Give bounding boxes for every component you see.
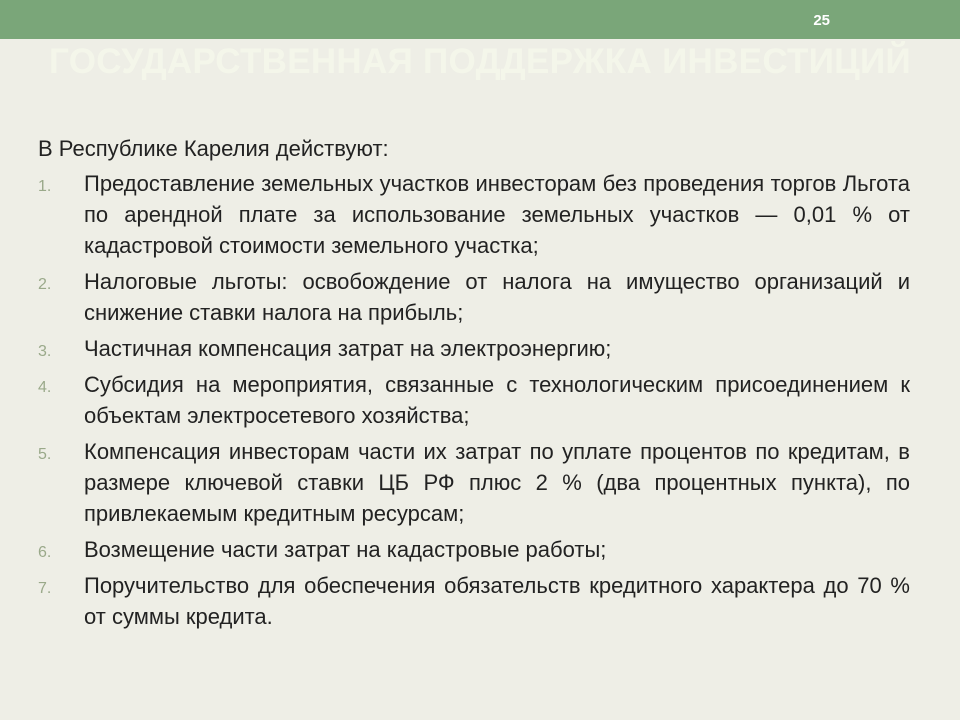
list-item-text: Компенсация инвесторам части их затрат по уплате процентов по кредитам, в размере ключевой ставки ЦБ РФ плюс 2 % (два процентных пункта), по привлекаемым кредитным ресурсам;: [84, 439, 910, 526]
list-item-number: 1.: [38, 178, 52, 195]
list-item-number: 5.: [38, 446, 52, 463]
list-item: [38, 369, 910, 431]
intro-text: В Республике Карелия действуют:: [38, 136, 389, 161]
header-band: [0, 0, 960, 39]
page-number: 25: [813, 12, 830, 29]
slide-title: ГОСУДАРСТВЕННАЯ ПОДДЕРЖКА ИНВЕСТИЦИЙ: [49, 42, 911, 81]
list-item-number: 3.: [38, 343, 52, 360]
list-item: [38, 534, 910, 565]
list-item: [38, 266, 910, 328]
list-item-text: Предоставление земельных участков инвесторам без проведения торгов Льгота по арендной плате за использование земельных участков — 0,01 % от кадастровой стоимости земельного участка;: [84, 171, 910, 258]
list-item-text: Возмещение части затрат на кадастровые работы;: [84, 537, 607, 562]
list-item-text: Субсидия на мероприятия, связанные с технологическим присоединением к объектам электросетевого хозяйства;: [84, 372, 910, 428]
list-item-number: 7.: [38, 580, 52, 597]
list-item: [38, 436, 910, 529]
list-item-number: 4.: [38, 379, 52, 396]
list-item: [38, 168, 910, 261]
list-item: [38, 333, 910, 364]
list-item-text: Частичная компенсация затрат на электроэнергию;: [84, 336, 612, 361]
list-item-number: 2.: [38, 276, 52, 293]
list-item-text: Поручительство для обеспечения обязательств кредитного характера до 70 % от суммы кредита.: [84, 573, 910, 629]
slide-content: [38, 134, 910, 637]
support-measures-list: [38, 168, 910, 632]
list-item-number: 6.: [38, 544, 52, 561]
list-item-text: Налоговые льготы: освобождение от налога на имущество организаций и снижение ставки налога на прибыль;: [84, 269, 910, 325]
list-item: [38, 570, 910, 632]
